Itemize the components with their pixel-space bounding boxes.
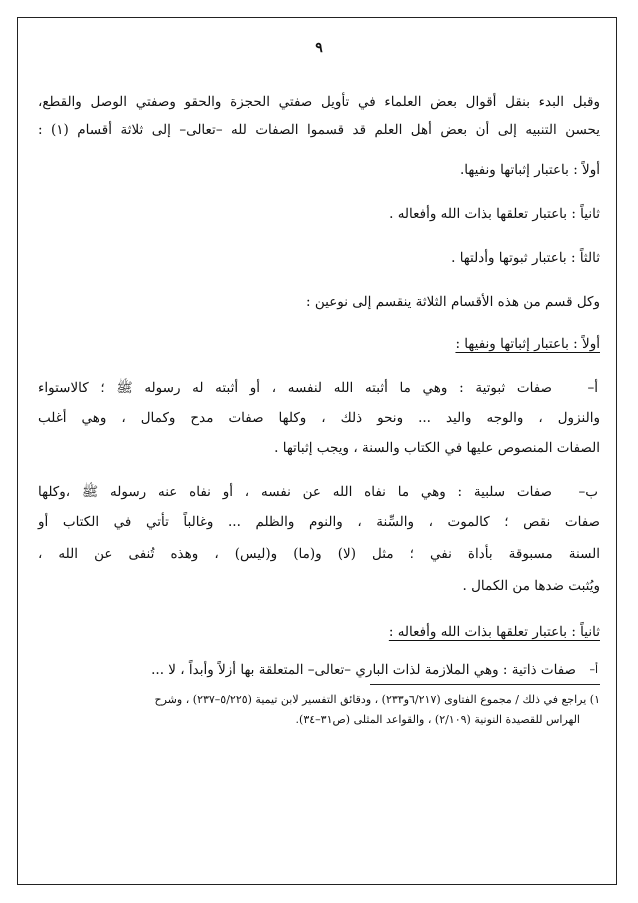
item-a-line-1: صفات ثبوتية : وهي ما أثبته الله لنفسه ، أو أثبته له رسوله ﷺ ؛ كالاستواء [38,380,552,396]
item-c-line-1: صفات ذاتية : وهي الملازمة لذات الباري –تعالى– المتعلقة بها أزلاً وأبداً ، لا ... [151,662,576,678]
item-a-label: أ– [587,380,598,396]
item-b-line-1: صفات سلبية : وهي ما نفاه الله عن نفسه ، أو نفاه عنه رسوله ﷺ ،وكلها [38,484,552,500]
section-heading-one [38,334,600,354]
item-b-line-4: ويُثبت ضدها من الكمال . [462,578,600,594]
item-b-line-2: صفات نقص ؛ كالموت ، والسِّنة ، والنوم والظلم ... وغالباً تأتي في الكتاب أو [38,514,600,530]
item-b-line-3: السنة مسبوقة بأداة نفي ؛ مثل (لا) و(ما) و(ليس) ، وهذه تُنفى عن الله ، [38,546,600,562]
item-a-line-3: الصفات المنصوص عليها في الكتاب والسنة ، ويجب إثباتها . [274,440,600,456]
section-heading-two-text: ثانياً : باعتبار تعلقها بذات الله وأفعاله : [388,624,600,640]
intro-line-1: وقبل البدء بنقل أقوال بعض العلماء في تأويل صفتي الحجزة والحقو وصفتي الوصل والقطع، [38,94,600,110]
division-2: ثانياً : باعتبار تعلقها بذات الله وأفعاله . [389,206,600,222]
section-heading-one-text: أولاً : باعتبار إثباتها ونفيها : [455,336,600,352]
division-3: ثالثاً : باعتبار ثبوتها وأدلتها . [451,250,600,266]
intro-line-2: يحسن التنبيه إلى أن بعض أهل العلم قد قسموا الصفات لله –تعالى– إلى ثلاثة أقسام (١) : [38,122,600,138]
division-1: أولاً : باعتبار إثباتها ونفيها. [460,162,600,178]
each-two-types: وكل قسم من هذه الأقسام الثلاثة ينقسم إلى نوعين : [306,294,600,310]
footnote-line-2: الهراس للقصيدة النونية (٢/١٠٩) ، والقواعد المثلى (ص٣١–٣٤). [295,713,580,726]
item-a-line-2: والنزول ، والوجه واليد ... ونحو ذلك ، وكلها صفات مدح وكمال ، وهي أغلب [38,410,600,426]
page-number: ٩ [315,40,323,56]
item-c-label: أ– [589,663,598,676]
section-heading-two [38,622,600,642]
item-b-label: ب– [578,484,598,500]
footnote-line-1: ١) يراجع في ذلك / مجموع الفتاوى (٦/٢١٧و٢٣٣) ، ودقائق التفسير لابن تيمية (٥/٢٢٥–٢٣٧) ، وشرح [154,693,600,706]
footnote-separator [370,684,600,685]
